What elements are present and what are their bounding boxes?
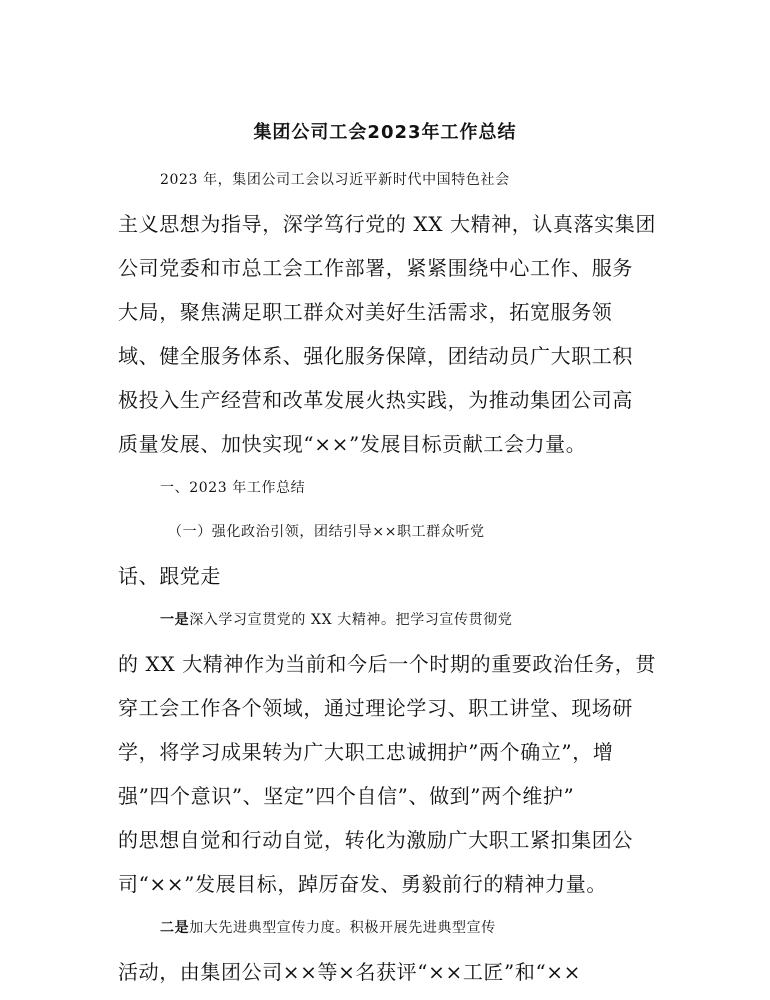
paragraph-line: 质量发展、加快实现“××”发展目标贡献工会力量。 xyxy=(118,432,587,456)
paragraph-line: 穿工会工作各个领域，通过理论学习、职工讲堂、现场研 xyxy=(118,696,633,720)
paragraph-line: 极投入生产经营和改革发展火热实践，为推动集团公司高 xyxy=(118,388,633,412)
paragraph-line xyxy=(160,608,700,632)
paragraph-line: 大局，聚焦满足职工群众对美好生活需求，拓宽服务领 xyxy=(118,300,613,324)
paragraph-text: 加大先进典型宣传力度。积极开展先进典型宣传 xyxy=(189,920,496,936)
paragraph-line: 公司党委和市总工会工作部署，紧紧围绕中心工作、服务 xyxy=(118,256,633,280)
paragraph-line: 域、健全服务体系、强化服务保障，团结动员广大职工积 xyxy=(118,344,633,368)
paragraph-line: 的思想自觉和行动自觉，转化为激励广大职工紧扣集团公 xyxy=(118,828,633,852)
lead-label: 一是 xyxy=(160,612,190,628)
paragraph-line: 强”四个意识”、坚定”四个自信”、做到”两个维护” xyxy=(118,784,575,808)
subsection-heading: （一）强化政治引领，团结引导××职工群众听党 xyxy=(168,524,485,540)
lead-label: 二是 xyxy=(160,920,190,936)
paragraph-line: 学，将学习成果转为广大职工忠诚拥护”两个确立”，增 xyxy=(118,740,614,764)
paragraph-text: 深入学习宣贯党的 XX 大精神。把学习宣传贯彻党 xyxy=(189,612,513,628)
paragraph-line: 活动，由集团公司××等×名获评“××工匠”和“×× xyxy=(118,960,581,984)
section-heading: 一、2023 年工作总结 xyxy=(160,480,306,496)
document-title: 集团公司工会2023年工作总结 xyxy=(253,122,517,143)
paragraph-line: 主义思想为指导，深学笃行党的 XX 大精神，认真落实集团 xyxy=(118,212,656,236)
paragraph-line xyxy=(160,916,700,940)
subsection-heading-cont: 话、跟党走 xyxy=(118,564,221,588)
paragraph-line: 的 XX 大精神作为当前和今后一个时期的重要政治任务，贯 xyxy=(118,652,656,676)
paragraph-line: 2023 年，集团公司工会以习近平新时代中国特色社会 xyxy=(160,172,510,188)
paragraph-line: 司“××”发展目标，踔厉奋发、勇毅前行的精神力量。 xyxy=(118,872,607,896)
